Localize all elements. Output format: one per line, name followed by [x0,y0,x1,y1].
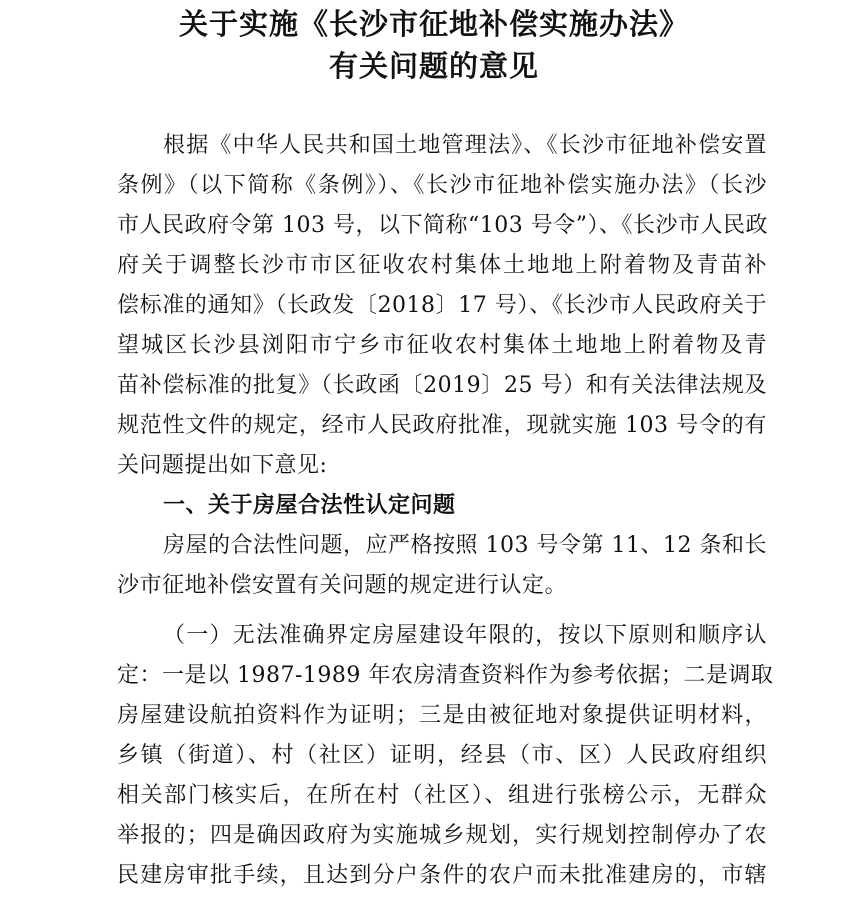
section-1-line: 沙市征地补偿安置有关问题的规定进行认定。 [117,573,568,598]
item-1-line: 定：一是以 1987-1989 年农房清查资料作为参考依据；二是调取 [117,663,774,688]
preamble-line: 市人民政府令第 103 号，以下简称“103 号令”）、《长沙市人民政 [117,213,768,238]
document-title-line-2: 有关问题的意见 [328,49,539,83]
preamble-line: 偿标准的通知》（长政发〔2018〕17 号）、《长沙市人民政府关于 [117,293,767,318]
preamble-line: 条例》（以下简称《条例》）、《长沙市征地补偿实施办法》（长沙 [117,173,767,198]
section-1-line: 房屋的合法性问题，应严格按照 103 号令第 11、12 条和长 [163,533,767,558]
preamble-line: 望城区长沙县浏阳市宁乡市征收农村集体土地地上附着物及青 [117,333,767,358]
item-1-line: 举报的；四是确因政府为实施城乡规划，实行规划控制停办了农 [117,823,767,848]
document-title-line-1: 关于实施《长沙市征地补偿实施办法》 [178,7,689,41]
preamble-line: 规范性文件的规定，经市人民政府批准，现就实施 103 号令的有 [117,413,767,438]
item-1-line: 房屋建设航拍资料作为证明；三是由被征地对象提供证明材料， [117,703,767,728]
item-1-line: 相关部门核实后，在所在村（社区）、组进行张榜公示，无群众 [117,783,767,808]
preamble-line: 苗补偿标准的批复》（长政函〔2019〕25 号）和有关法律法规及 [117,373,767,398]
preamble-line: 关问题提出如下意见: [117,453,328,478]
preamble-line: 府关于调整长沙市市区征收农村集体土地地上附着物及青苗补 [117,253,767,278]
item-1-line: （一）无法准确界定房屋建设年限的，按以下原则和顺序认 [163,623,767,648]
item-1-line: 乡镇（街道）、村（社区）证明，经县（市、区）人民政府组织 [117,743,767,768]
section-1-heading: 一、关于房屋合法性认定问题 [163,493,456,518]
item-1-line: 民建房审批手续，且达到分户条件的农户而未批准建房的，市辖 [117,863,767,888]
preamble-line: 根据《中华人民共和国土地管理法》、《长沙市征地补偿安置 [163,133,767,158]
